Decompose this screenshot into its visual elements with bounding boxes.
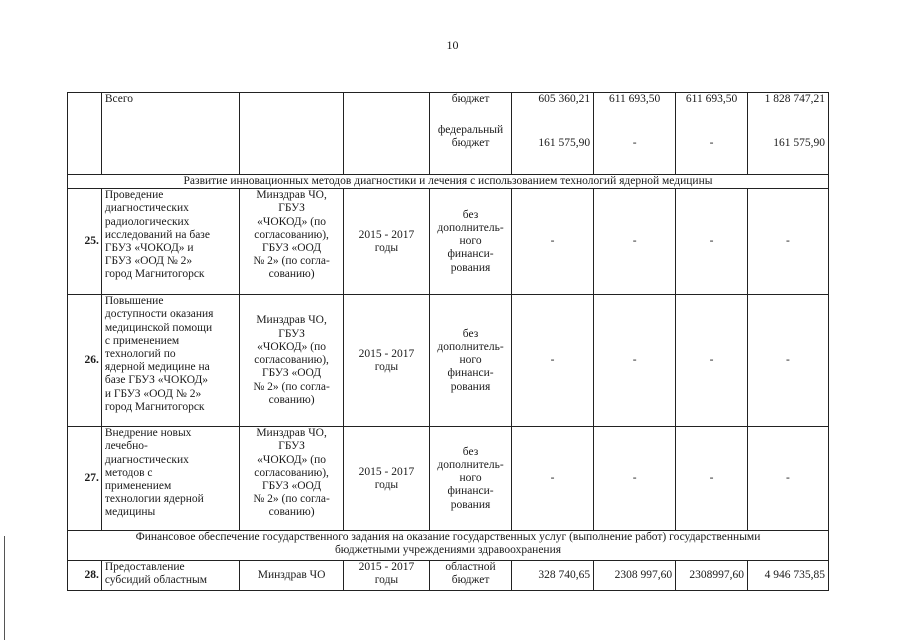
row-name: Проведение диагностических радиологических исследований на базе ГБУЗ «ЧОКОД» и ГБУЗ «ООД № 2» город Магнитогорск [101, 189, 239, 295]
row-2016: 2308 997,60 [594, 561, 676, 591]
total-sources: бюджет федеральный бюджет [430, 93, 512, 175]
row-2017: - [676, 295, 748, 427]
row-2016: - [594, 295, 676, 427]
program-table [67, 92, 829, 591]
row-source: областной бюджет [430, 561, 512, 591]
section-title: Развитие инновационных методов диагностики и лечения с использованием технологий ядерной медицины [68, 175, 829, 189]
row-2017: - [676, 427, 748, 531]
row-number: 25. [68, 189, 102, 295]
row-executor: Минздрав ЧО [240, 561, 344, 591]
page-number: 10 [446, 38, 459, 52]
row-2015: 328 740,65 [512, 561, 594, 591]
row-2017: - [676, 189, 748, 295]
row-source: без дополнитель- ного финанси- рования [430, 189, 512, 295]
total-2017: 611 693,50 - [676, 93, 748, 175]
row-2016: - [594, 189, 676, 295]
table-row [68, 561, 829, 591]
row-total: - [747, 295, 828, 427]
section-nuclear-medicine [68, 175, 829, 189]
row-2015: - [512, 427, 594, 531]
row-source: без дополнитель- ного финанси- рования [430, 295, 512, 427]
row-source: без дополнитель- ного финанси- рования [430, 427, 512, 531]
row-executor: Минздрав ЧО, ГБУЗ «ЧОКОД» (по согласованию), ГБУЗ «ООД № 2» (по согла- сованию) [240, 427, 344, 531]
table-row [68, 189, 829, 295]
row-2016: - [594, 427, 676, 531]
scan-edge-line [4, 536, 5, 640]
row-number: 26. [68, 295, 102, 427]
row-period: 2015 - 2017 годы [343, 295, 429, 427]
row-total: - [747, 427, 828, 531]
row-period: 2015 - 2017 годы [343, 189, 429, 295]
section-title: Финансовое обеспечение государственного задания на оказание государственных услуг (выполнение работ) государственными бюджетными учреждениями здравоохранения [68, 531, 829, 561]
row-name: Внедрение новых лечебно- диагностических методов с применением технологии ядерной медицины [101, 427, 239, 531]
row-period: 2015 - 2017 годы [343, 427, 429, 531]
row-total: - [747, 189, 828, 295]
section-state-assignment [68, 531, 829, 561]
row-total: 4 946 735,85 [747, 561, 828, 591]
row-number: 28. [68, 561, 102, 591]
row-name: Предоставление субсидий областным [101, 561, 239, 591]
total-sum: 1 828 747,21 161 575,90 [747, 93, 828, 175]
total-2016: 611 693,50 - [594, 93, 676, 175]
table-row [68, 295, 829, 427]
row-2015: - [512, 295, 594, 427]
row-2015: - [512, 189, 594, 295]
total-2015: 605 360,21 161 575,90 [512, 93, 594, 175]
row-period: 2015 - 2017 годы [343, 561, 429, 591]
row-2017: 2308997,60 [676, 561, 748, 591]
row-executor: Минздрав ЧО, ГБУЗ «ЧОКОД» (по согласованию), ГБУЗ «ООД № 2» (по согла- сованию) [240, 295, 344, 427]
row-name: Повышение доступности оказания медицинской помощи с применением технологий по ядерной медицине на базе ГБУЗ «ЧОКОД» и ГБУЗ «ООД № 2» город Магнитогорск [101, 295, 239, 427]
total-row [68, 93, 829, 175]
row-executor: Минздрав ЧО, ГБУЗ «ЧОКОД» (по согласованию), ГБУЗ «ООД № 2» (по согла- сованию) [240, 189, 344, 295]
total-row-num [68, 93, 102, 175]
total-row-label: Всего [101, 93, 239, 175]
row-number: 27. [68, 427, 102, 531]
table-row [68, 427, 829, 531]
